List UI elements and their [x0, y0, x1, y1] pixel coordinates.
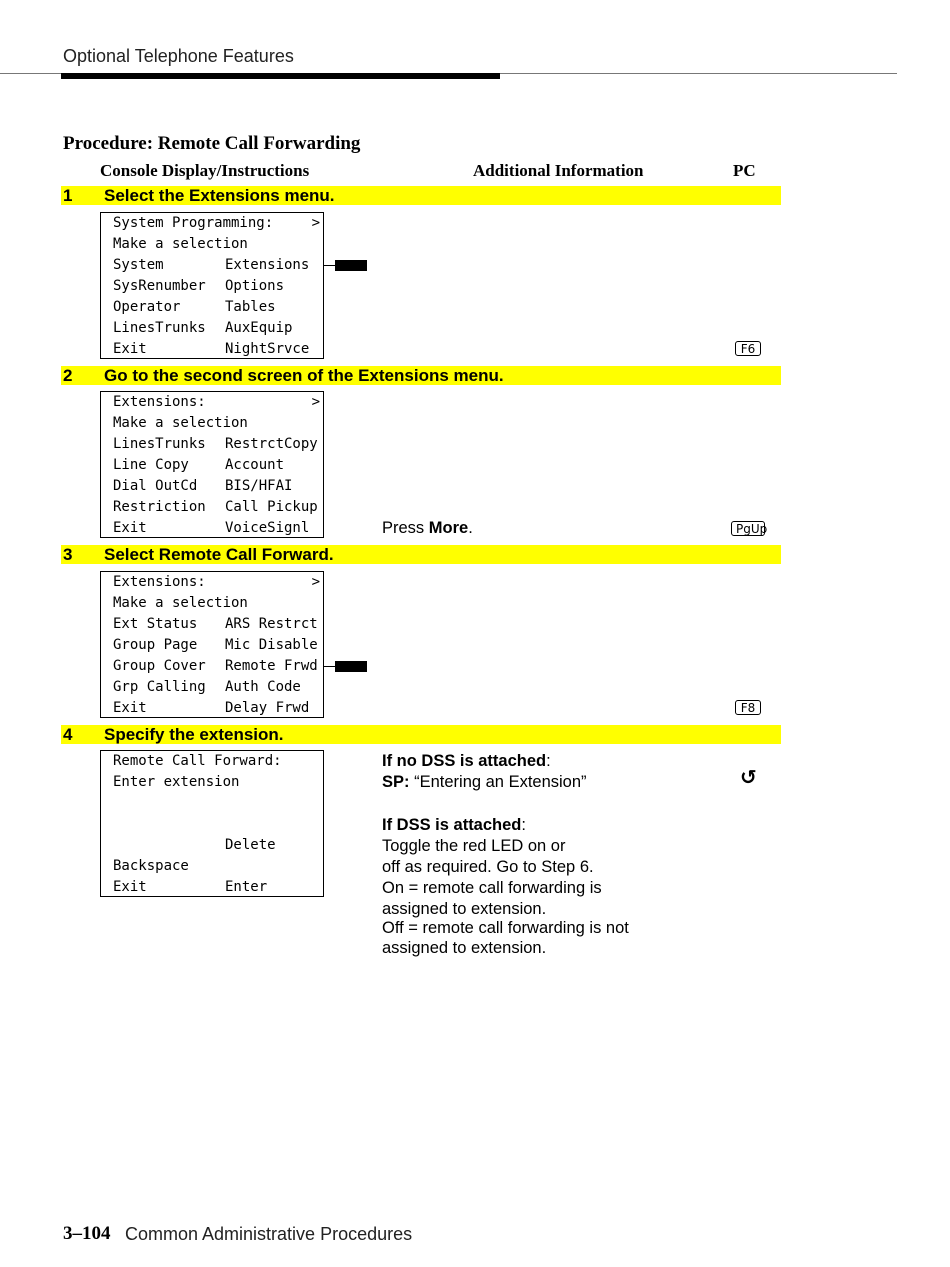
column-heading-pc: PC	[733, 161, 756, 180]
step-instruction: Select Remote Call Forward.	[104, 545, 334, 564]
info-line: assigned to extension.	[382, 939, 547, 957]
info-text: .	[468, 519, 473, 537]
footer-title: Common Administrative Procedures	[125, 1224, 413, 1244]
screen-prompt: Make a selection	[113, 415, 248, 431]
selection-pointer-block	[335, 661, 367, 672]
menu-option: LinesTrunks	[113, 320, 206, 336]
menu-option: NightSrvce	[225, 341, 310, 357]
screen-prompt: Make a selection	[113, 236, 248, 252]
menu-option-enter: Enter	[225, 879, 268, 895]
key-label: F6	[740, 342, 756, 356]
info-text: :	[521, 816, 526, 834]
menu-option: System	[113, 257, 164, 273]
screen-title: Extensions:	[113, 394, 206, 410]
info-text: :	[546, 752, 551, 770]
selection-pointer-block	[335, 260, 367, 271]
menu-option: Mic Disable	[225, 637, 318, 653]
pc-key-f6	[735, 341, 761, 356]
info-no-dss	[382, 751, 551, 772]
menu-option: Call Pickup	[225, 499, 318, 515]
menu-option: SysRenumber	[113, 278, 206, 294]
pc-key-f8	[735, 700, 761, 715]
step-4-band	[61, 725, 781, 744]
step-number: 1	[63, 186, 73, 205]
menu-option-exit: Exit	[113, 700, 147, 716]
info-bold: If DSS is attached	[382, 816, 522, 834]
step-instruction: Go to the second screen of the Extensions menu.	[104, 366, 504, 385]
menu-option-remote-frwd: Remote Frwd	[225, 658, 318, 674]
more-indicator: >	[311, 394, 320, 410]
info-text: Press	[382, 519, 429, 537]
console-screen-step-1	[100, 212, 324, 359]
step-3-band	[61, 545, 781, 564]
info-bold: SP:	[382, 773, 410, 791]
step-number: 3	[63, 545, 73, 564]
footer-page-number: 3–104	[63, 1223, 111, 1244]
info-press-more	[382, 518, 473, 539]
menu-option: Options	[225, 278, 285, 294]
menu-option-extensions: Extensions	[225, 257, 310, 273]
console-screen-step-3	[100, 571, 324, 718]
info-line: Off = remote call forwarding is not	[382, 919, 629, 937]
menu-option: Restriction	[113, 499, 206, 515]
menu-option-exit: Exit	[113, 341, 147, 357]
menu-option: Tables	[225, 299, 276, 315]
menu-option-backspace: Backspace	[113, 858, 189, 874]
column-heading-console: Console Display/Instructions	[100, 161, 310, 180]
console-screen-step-2	[100, 391, 324, 538]
menu-option: ARS Restrct	[225, 616, 318, 632]
return-arrow-icon: ↺	[740, 765, 757, 789]
menu-option-delete: Delete	[225, 837, 276, 853]
menu-option: Line Copy	[113, 457, 189, 473]
screen-prompt: Enter extension	[113, 774, 240, 790]
running-header: Optional Telephone Features	[63, 46, 294, 66]
menu-option: Auth Code	[225, 679, 301, 695]
menu-option: Operator	[113, 299, 181, 315]
menu-option: Delay Frwd	[225, 700, 310, 716]
menu-option: BIS/HFAI	[225, 478, 293, 494]
menu-option: RestrctCopy	[225, 436, 318, 452]
screen-title: Extensions:	[113, 574, 206, 590]
menu-option: AuxEquip	[225, 320, 293, 336]
screen-title: Remote Call Forward:	[113, 753, 282, 769]
screen-title: System Programming:	[113, 215, 274, 231]
step-instruction: Specify the extension.	[104, 725, 284, 744]
step-1-band	[61, 186, 781, 205]
step-instruction: Select the Extensions menu.	[104, 186, 335, 205]
info-text: “Entering an Extension”	[409, 773, 587, 791]
header-bar	[61, 73, 500, 79]
menu-option: Dial OutCd	[113, 478, 198, 494]
info-line: off as required. Go to Step 6.	[382, 858, 594, 876]
info-line: On = remote call forwarding is	[382, 879, 602, 897]
menu-option-exit: Exit	[113, 520, 147, 536]
info-dss	[382, 815, 526, 836]
info-line: assigned to extension.	[382, 900, 547, 918]
column-heading-info: Additional Information	[473, 161, 644, 180]
info-sp-reference	[382, 772, 587, 793]
screen-prompt: Make a selection	[113, 595, 248, 611]
more-indicator: >	[311, 574, 320, 590]
menu-option: Grp Calling	[113, 679, 206, 695]
info-bold: More	[428, 519, 469, 537]
menu-option: VoiceSignl	[225, 520, 310, 536]
menu-option: Group Page	[113, 637, 198, 653]
menu-option: Group Cover	[113, 658, 206, 674]
menu-option-exit: Exit	[113, 879, 147, 895]
menu-option: Account	[225, 457, 285, 473]
step-number: 4	[63, 725, 73, 744]
info-line: Toggle the red LED on or	[382, 837, 566, 855]
step-number: 2	[63, 366, 73, 385]
more-indicator: >	[311, 215, 320, 231]
pc-key-pgup	[731, 521, 768, 536]
step-2-band	[61, 366, 781, 385]
info-bold: If no DSS is attached	[382, 752, 547, 770]
key-label: F8	[740, 701, 756, 715]
menu-option: LinesTrunks	[113, 436, 206, 452]
procedure-title: Procedure: Remote Call Forwarding	[63, 133, 361, 154]
key-label: PgUp	[736, 522, 768, 536]
menu-option: Ext Status	[113, 616, 198, 632]
console-screen-step-4	[100, 750, 324, 897]
